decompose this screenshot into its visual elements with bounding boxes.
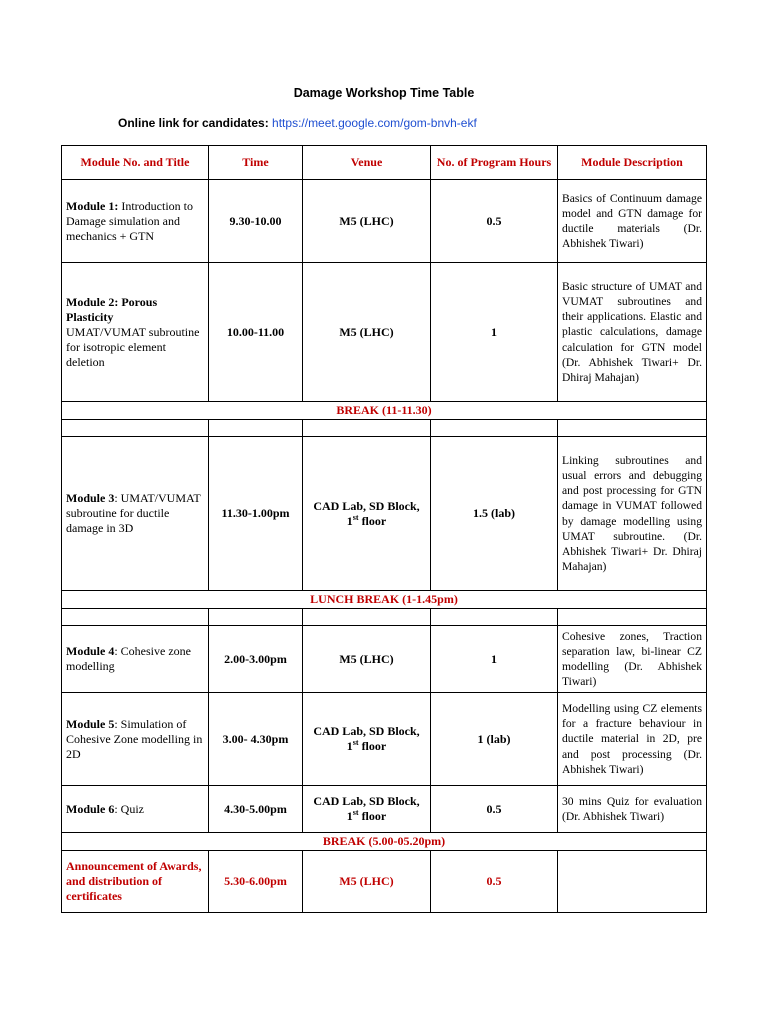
spacer-row — [62, 420, 707, 437]
module-title-cell — [62, 693, 209, 786]
time-cell: 2.00-3.00pm — [209, 626, 303, 693]
venue-cell: M5 (LHC) — [303, 263, 431, 402]
description-cell: 30 mins Quiz for evaluation (Dr. Abhishek Tiwari) — [558, 786, 707, 833]
module-number: Module 2: Porous Plasticity — [66, 294, 158, 324]
venue-cell — [303, 437, 431, 591]
table-row — [62, 437, 707, 591]
module-title-cell — [62, 626, 209, 693]
module-number: Module 5 — [66, 716, 115, 731]
table-row — [62, 786, 707, 833]
module-topic: Introduction to Damage simulation and mechanics + GTN — [66, 198, 193, 243]
module-number: Module 1: — [66, 198, 119, 213]
empty-cell — [62, 609, 209, 626]
break-row — [62, 833, 707, 851]
venue-floor: floor — [361, 513, 387, 528]
venue-text: CAD Lab, SD Block, 1 — [313, 794, 420, 823]
venue-cell — [303, 693, 431, 786]
hours-cell: 0.5 — [431, 786, 558, 833]
time-cell: 10.00-11.00 — [209, 263, 303, 402]
empty-cell — [558, 609, 707, 626]
header-hours: No. of Program Hours — [431, 146, 558, 180]
break-label: BREAK (11-11.30) — [62, 402, 707, 420]
meeting-link[interactable]: https://meet.google.com/gom-bnvh-ekf — [272, 116, 477, 130]
module-number: Module 4 — [66, 644, 115, 658]
module-topic: : Simulation of Cohesive Zone modelling in 2D — [66, 716, 203, 761]
break-row — [62, 402, 707, 420]
lunch-break-label: LUNCH BREAK (1-1.45pm) — [62, 591, 707, 609]
venue-text: CAD Lab, SD Block, 1 — [313, 724, 420, 753]
empty-cell — [303, 609, 431, 626]
break-row — [62, 591, 707, 609]
table-row — [62, 626, 707, 693]
module-title-cell — [62, 437, 209, 591]
header-venue: Venue — [303, 146, 431, 180]
time-cell: 9.30-10.00 — [209, 180, 303, 263]
module-title-cell — [62, 180, 209, 263]
empty-cell — [431, 609, 558, 626]
empty-cell — [209, 420, 303, 437]
venue-ordinal: st — [352, 808, 359, 817]
module-topic: : Quiz — [114, 801, 145, 816]
header-module: Module No. and Title — [62, 146, 209, 180]
document-title: Damage Workshop Time Table — [293, 86, 475, 100]
table-row — [62, 693, 707, 786]
venue-floor: floor — [361, 809, 387, 823]
hours-cell: 1 — [431, 263, 558, 402]
module-number: Module 3 — [66, 491, 115, 505]
closing-title-cell: Announcement of Awards, and distribution of certificates — [62, 851, 209, 913]
time-cell: 4.30-5.00pm — [209, 786, 303, 833]
table-row — [62, 180, 707, 263]
venue-cell — [303, 786, 431, 833]
header-description: Module Description — [558, 146, 707, 180]
venue-floor: floor — [361, 739, 387, 753]
timetable — [61, 145, 707, 913]
hours-cell: 1.5 (lab) — [431, 437, 558, 591]
time-cell: 11.30-1.00pm — [209, 437, 303, 591]
module-topic: : UMAT/VUMAT subroutine for ductile damage in 3D — [66, 491, 201, 535]
empty-cell — [431, 420, 558, 437]
venue-cell: M5 (LHC) — [303, 626, 431, 693]
hours-cell: 1 (lab) — [431, 693, 558, 786]
module-title-cell — [62, 786, 209, 833]
time-cell: 3.00- 4.30pm — [209, 693, 303, 786]
module-topic: UMAT/VUMAT subroutine for isotropic element deletion — [66, 324, 200, 369]
empty-cell — [558, 420, 707, 437]
table-row — [62, 263, 707, 402]
hours-cell: 0.5 — [431, 851, 558, 913]
module-title-cell — [62, 263, 209, 402]
venue-cell: M5 (LHC) — [303, 851, 431, 913]
description-cell: Basic structure of UMAT and VUMAT subroutines and their applications. Elastic and plastic calculations, damage calculation for GTN model (Dr. Abhishek Tiwari+ Dr. Dhiraj Mahajan) — [558, 263, 707, 402]
description-cell: Modelling using CZ elements for a fracture behaviour in ductile material in 2D, pre and post processing (Dr. Abhishek Tiwari) — [558, 693, 707, 786]
module-number: Module 6 — [66, 801, 115, 816]
spacer-row — [62, 609, 707, 626]
time-cell: 5.30-6.00pm — [209, 851, 303, 913]
online-link-line — [118, 116, 477, 130]
empty-cell — [303, 420, 431, 437]
hours-cell: 1 — [431, 626, 558, 693]
hours-cell: 0.5 — [431, 180, 558, 263]
header-row — [62, 146, 707, 180]
online-link-label: Online link for candidates: — [118, 116, 269, 130]
module-topic: : Cohesive zone modelling — [66, 644, 191, 673]
table-row — [62, 851, 707, 913]
break-label: BREAK (5.00-05.20pm) — [62, 833, 707, 851]
venue-ordinal: st — [352, 512, 359, 522]
description-cell: Basics of Continuum damage model and GTN damage for ductile materials (Dr. Abhishek Tiwari) — [558, 180, 707, 263]
venue-cell: M5 (LHC) — [303, 180, 431, 263]
empty-cell — [62, 420, 209, 437]
venue-ordinal: st — [352, 738, 359, 747]
venue-text: CAD Lab, SD Block, 1 — [313, 498, 420, 528]
header-time: Time — [209, 146, 303, 180]
empty-cell — [209, 609, 303, 626]
description-cell: Linking subroutines and usual errors and debugging and post processing for GTN damage in VUMAT followed by damage modelling using UMAT subroutine. (Dr. Abhishek Tiwari+ Dr. Dhiraj Mahajan) — [558, 437, 707, 591]
description-cell — [558, 851, 707, 913]
description-cell: Cohesive zones, Traction separation law, bi-linear CZ modelling (Dr. Abhishek Tiwari) — [558, 626, 707, 693]
